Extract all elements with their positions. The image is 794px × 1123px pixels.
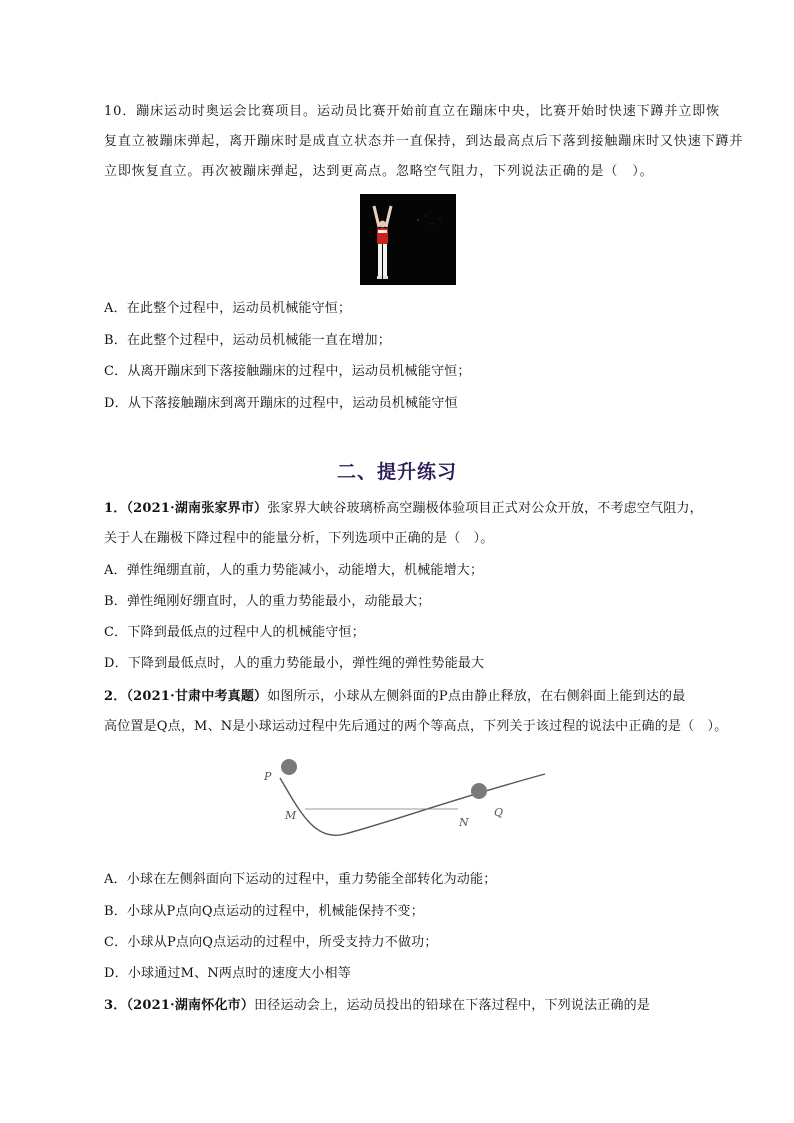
q2-text-line-1: [104, 687, 685, 707]
q1-option-a: A．弹性绳绷直前，人的重力势能减小，动能增大，机械能增大；: [104, 563, 484, 578]
q3-text: 田径运动会上，运动员投出的铅球在下落过程中，下列说法正确的是: [254, 998, 651, 1013]
label-p: P: [264, 770, 272, 783]
q1-text-line-2: 关于人在蹦极下降过程中的能量分析，下列选项中正确的是（ ）。: [104, 531, 494, 546]
q2-source: （2021·甘肃中考真题）: [126, 689, 268, 704]
section-title: 二、提升练习: [336, 461, 457, 483]
q2-option-b: B．小球从P点向Q点运动的过程中，机械能保持不变；: [104, 904, 424, 919]
q2-text: 如图所示，小球从左侧斜面的P点由静止释放，在右侧斜面上能到达的最: [267, 689, 686, 704]
q3-source: （2021·湖南怀化市）: [126, 998, 255, 1013]
q10-text-line-1: 10．蹦床运动时奥运会比赛项目。运动员比赛开始前直立在蹦床中央，比赛开始时快速下蹲并立即恢: [104, 104, 721, 119]
q10-text-line-3: 立即恢复直立。再次被蹦床弹起，达到更高点。忽略空气阻力，下列说法正确的是（ ）。: [104, 164, 654, 179]
q3-number: 3．: [104, 998, 127, 1013]
label-n: N: [459, 816, 469, 829]
q1-option-d: D．下降到最低点时，人的重力势能最小，弹性绳的弹性势能最大: [104, 656, 485, 671]
q1-option-c: C．下降到最低点的过程中人的机械能守恒；: [104, 625, 365, 640]
trampoline-athlete-photo: [360, 194, 456, 285]
ball-at-p: [281, 759, 297, 775]
q2-option-c: C．小球从P点向Q点运动的过程中，所受支持力不做功；: [104, 935, 438, 950]
q1-text-line-1: [104, 499, 703, 519]
athlete-figure-illustration: [360, 194, 456, 285]
q10-option-d: D．从下落接触蹦床到离开蹦床的过程中，运动员机械能守恒: [104, 396, 458, 411]
ramp-ball-diagram: [260, 752, 552, 836]
q10-option-a: A．在此整个过程中，运动员机械能守恒；: [104, 301, 352, 316]
q1-number: 1．: [104, 501, 127, 516]
q2-option-d: D．小球通过M、N两点时的速度大小相等: [104, 966, 351, 981]
label-m: M: [285, 809, 297, 822]
q2-number: 2．: [104, 689, 127, 704]
q3-text-line-1: [104, 996, 650, 1016]
q2-text-line-2: 高位置是Q点，M、N是小球运动过程中先后通过的两个等高点，下列关于该过程的说法中正确的是（ ）。: [104, 719, 728, 734]
ball-at-q: [471, 783, 487, 799]
q2-option-a: A．小球在左侧斜面向下运动的过程中，重力势能全部转化为动能；: [104, 872, 497, 887]
q1-option-b: B．弹性绳刚好绷直时，人的重力势能最小，动能最大；: [104, 594, 431, 609]
q10-option-b: B．在此整个过程中，运动员机械能一直在增加；: [104, 333, 391, 348]
q10-text-line-2: 复直立被蹦床弹起，离开蹦床时是成直立状态并一直保持，到达最高点后下落到接触蹦床时又快速下蹲并: [104, 134, 744, 149]
ramp-track: [280, 774, 545, 835]
q1-source: （2021·湖南张家界市）: [126, 501, 268, 516]
q1-text: 张家界大峡谷玻璃桥高空蹦极体验项目正式对公众开放，不考虑空气阻力，: [267, 501, 703, 516]
q10-option-c: C．从离开蹦床到下落接触蹦床的过程中，运动员机械能守恒；: [104, 364, 471, 379]
label-q: Q: [494, 806, 504, 819]
